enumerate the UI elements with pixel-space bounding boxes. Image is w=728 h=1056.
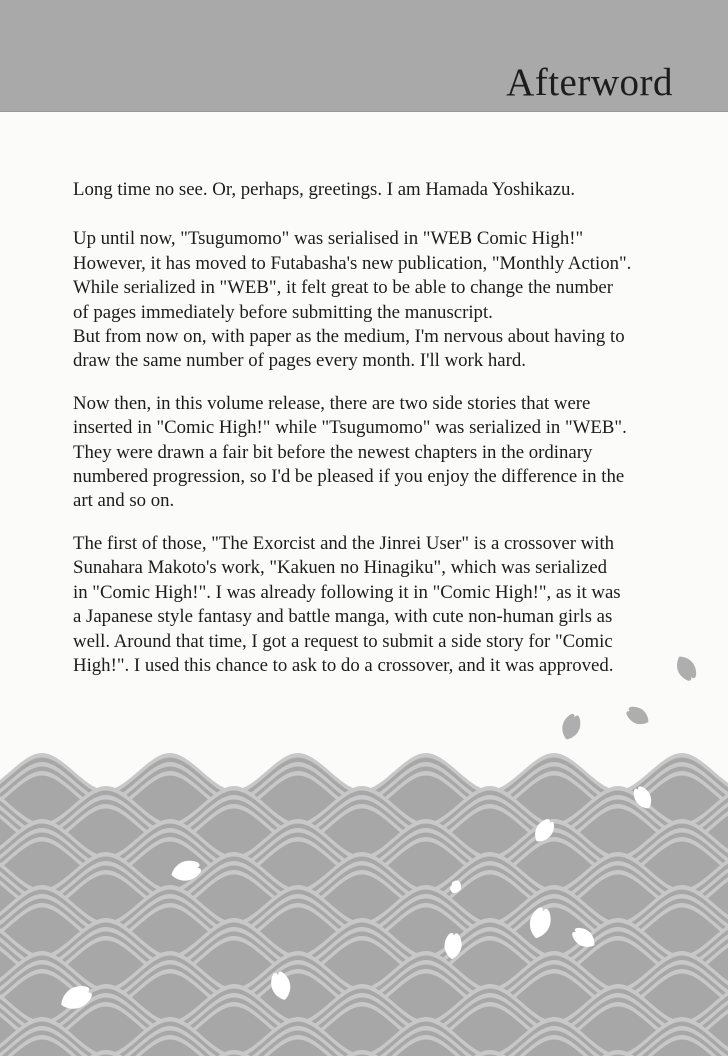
text-line: inserted in "Comic High!" while "Tsugumomo" was serialized in "WEB". bbox=[73, 417, 627, 439]
text-line: Sunahara Makoto's work, "Kakuen no Hinagiku", which was serialized bbox=[73, 557, 608, 579]
text-line: in "Comic High!". I was already following it in "Comic High!", as it was bbox=[73, 581, 621, 603]
paragraph bbox=[73, 532, 688, 678]
text-line: They were drawn a fair bit before the newest chapters in the ordinary bbox=[73, 441, 593, 463]
sakura-petal-icon bbox=[558, 712, 583, 742]
text-line: of pages immediately before submitting the manuscript. bbox=[73, 301, 493, 323]
text-line: High!". I used this chance to ask to do a crossover, and it was approved. bbox=[73, 654, 614, 676]
text-line: numbered progression, so I'd be pleased if you enjoy the difference in the bbox=[73, 466, 625, 488]
text-line: The first of those, "The Exorcist and the Jinrei User" is a crossover with bbox=[73, 532, 615, 554]
text-line: Up until now, "Tsugumomo" was serialised in "WEB Comic High!" bbox=[73, 228, 584, 250]
text-line: While serialized in "WEB", it felt great to be able to change the number bbox=[73, 277, 613, 299]
paragraph bbox=[73, 227, 688, 373]
paragraph bbox=[73, 392, 688, 514]
sakura-petal-icon bbox=[624, 703, 652, 728]
text-line: well. Around that time, I got a request to submit a side story for "Comic bbox=[73, 630, 613, 652]
text-line: art and so on. bbox=[73, 490, 175, 512]
text-line: Now then, in this volume release, there are two side stories that were bbox=[73, 392, 591, 414]
header-band bbox=[0, 0, 728, 112]
wave-body bbox=[0, 1007, 728, 1056]
page-title: Afterword bbox=[506, 61, 673, 104]
paragraph bbox=[73, 178, 688, 202]
afterword-text bbox=[73, 178, 688, 696]
text-line: draw the same number of pages every month. I'll work hard. bbox=[73, 350, 526, 372]
text-line: But from now on, with paper as the medium, I'm nervous about having to bbox=[73, 326, 625, 348]
wave-row bbox=[0, 984, 728, 1056]
wave-row bbox=[0, 1050, 728, 1056]
text-line: Long time no see. Or, perhaps, greetings. I am Hamada Yoshikazu. bbox=[73, 179, 576, 200]
text-line: However, it has moved to Futabasha's new publication, "Monthly Action". bbox=[73, 252, 632, 274]
text-line: a Japanese style fantasy and battle manga, with cute non-human girls as bbox=[73, 606, 613, 628]
